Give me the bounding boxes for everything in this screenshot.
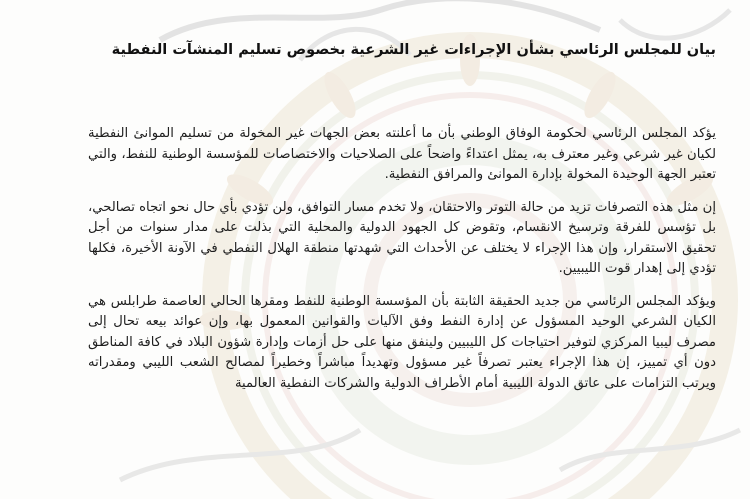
paragraph-1: يؤكد المجلس الرئاسي لحكومة الوفاق الوطني بأن ما أعلنته بعض الجهات غير المخولة من تسليم الموانئ النفطية لكيان غير شرعي وغير معترف به، يمثل اعتداءً واضحاً على الصلاحيات والاختصاصات للمؤسسة الوطنية للنفط، والتي تعتبر الجهة الوحيدة المخولة بإدارة الموانئ والمرافق النفطية. [88,126,716,182]
statement-title: بيان للمجلس الرئاسي بشأن الإجراءات غير الشرعية بخصوص تسليم المنشآت النفطية [111,42,716,58]
paragraph-2: إن مثل هذه التصرفات تزيد من حالة التوتر والاحتقان، ولا تخدم مسار التوافق، ولن تؤدي بأي حال نحو اتجاه تصالحي، بل تؤسس للفرقة وترسيخ الانقسام، وتقوض كل الجهود الدولية والمحلية التي بذلت على مدار سنوات من أجل تحقيق الاستقرار، وإن هذا الإجراء لا يختلف عن الأحداث التي شهدتها منطقة الهلال النفطي في الآونة الأخيرة، فكلها تؤدي إلى إهدار قوت الليبيين. [88,199,716,276]
statement-body [88,40,716,406]
paragraph-3: ويؤكد المجلس الرئاسي من جديد الحقيقة الثابتة بأن المؤسسة الوطنية للنفط ومقرها الحالي العاصمة طرابلس هي الكيان الشرعي الوحيد المسؤول عن إدارة النفط وفق الآليات والقوانين المعمول بها، وإن عوائد بيعه تحال إلى مصرف ليبيا المركزي لتوفير احتياجات كل الليبيين ولينفق منها على حل أزمات وإدارة شؤون البلاد في كافة المناطق دون أي تمييز، إن هذا الإجراء يعتبر تصرفاً غير مسؤول وتهديداً مباشراً وخطيراً لمصالح الشعب الليبي ومقدراته ويرتب التزامات على عاتق الدولة الليبية أمام الأطراف الدولية والشركات النفطية العالمية [88,293,716,391]
